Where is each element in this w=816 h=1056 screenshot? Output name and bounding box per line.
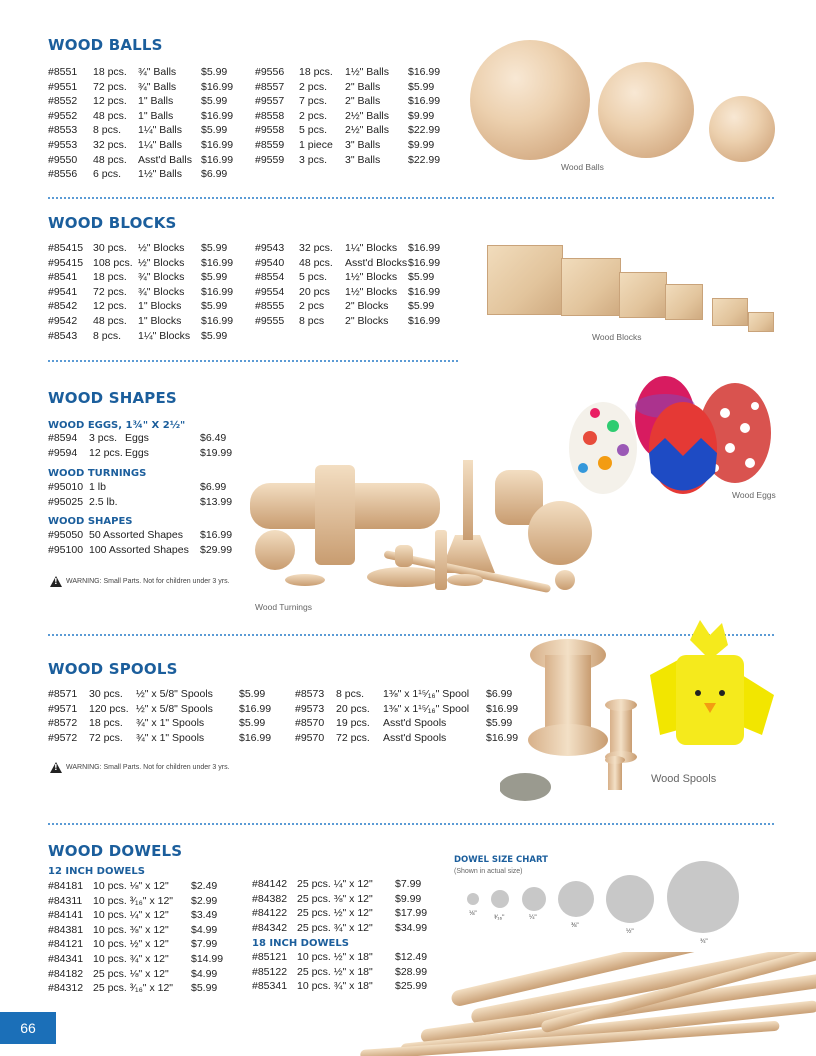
warning-icon [50,576,62,587]
table-cell: 108 pcs. [93,256,133,269]
table-cell: 6 pcs. [93,168,122,181]
divider [48,823,774,825]
table-cell: 3" Balls [345,138,381,151]
dowel-size-label: ⅜" [571,922,579,929]
table-cell: $16.99 [201,138,234,151]
table-cell: 20 pcs [299,285,330,298]
table-cell: #84182 [48,967,84,980]
table-cell: 1¼" Blocks [138,329,191,342]
table-cell: $2.99 [191,894,218,907]
table-cell: 1½" Blocks [345,285,398,298]
table-cell: #8551 [48,66,78,78]
table-cell: #8556 [48,168,78,181]
table-cell: 12 pcs. [93,300,127,313]
table-cell: 100 Assorted Shapes [89,543,189,556]
page-number: 66 [0,1012,56,1044]
table-cell: $16.99 [239,702,272,715]
dowel-size-label: ⅛" [469,910,477,917]
table-cell: ¾" x 1" Spools [136,717,205,730]
table-cell: Eggs [125,432,149,444]
table-cell: $5.99 [201,271,228,284]
table-cell: $9.99 [408,138,435,151]
table-cell: #9573 [295,702,325,715]
table-cell: $4.99 [191,923,218,936]
table-cell: $16.99 [201,153,234,166]
table-cell: 25 pcs. ⅛" x 12" [93,967,169,980]
wood-eggs-subtitle: WOOD EGGS, 1¾" X 2½" [48,420,186,431]
table-cell: #84341 [48,952,84,965]
table-cell: 25 pcs. ⅜" x 12" [297,892,373,905]
table-cell: 72 pcs. [93,80,127,93]
table-cell: 3 pcs. [299,153,328,166]
table-cell: $16.99 [408,66,441,78]
table-cell: $5.99 [486,717,513,730]
table-cell: Eggs [125,446,149,459]
table-cell: 10 pcs. ¼" x 12" [93,909,169,922]
table-cell: $3.49 [191,909,218,922]
table-cell: 25 pcs. ½" x 18" [297,965,373,978]
wood-spools-caption: Wood Spools [651,773,717,785]
dowel-size-circle [522,887,546,911]
wood-eggs-image [565,368,780,498]
table-cell: $13.99 [200,495,233,508]
table-cell: #84312 [48,982,84,995]
table-cell: $6.99 [201,168,228,181]
table-cell: 2" Blocks [345,314,389,327]
table-cell: #9570 [295,731,325,744]
table-cell: $29.99 [200,543,233,556]
table-cell: $9.99 [408,109,435,122]
table-cell: 2 pcs. [299,109,328,122]
wood-spools-image [500,615,775,805]
table-cell: 18 pcs. [93,66,127,78]
dowel-size-chart-subtitle: (Shown in actual size) [454,868,523,875]
dowel-size-label: ³⁄₁₆" [494,914,505,921]
dowel-size-label: ¼" [529,914,537,921]
table-cell: 120 pcs. [89,702,129,715]
table-cell: 1" Balls [138,95,174,108]
table-cell: 10 pcs. ¾" x 18" [297,980,373,993]
table-cell: 18 pcs. [93,271,127,284]
small-parts-warning: ! WARNING: Small Parts. Not for children under 3 yrs. [50,762,230,773]
table-cell: #8542 [48,300,78,313]
table-cell: 48 pcs. [299,256,333,269]
table-cell: #9541 [48,285,78,298]
table-cell: $17.99 [395,907,428,920]
table-cell: #8573 [295,688,325,700]
table-cell: 10 pcs. ½" x 18" [297,951,373,963]
table-cell: 25 pcs. ¼" x 12" [297,878,373,890]
table-cell: 48 pcs. [93,314,127,327]
wood-blocks-caption: Wood Blocks [592,332,642,342]
dowel-size-circle [667,861,739,933]
divider [48,360,458,362]
wood-turnings-image [245,455,605,605]
table-cell: 12 pcs. [93,95,127,108]
wood-shapes-title: WOOD SHAPES [48,389,177,407]
table-cell: #9553 [48,138,78,151]
table-cell: $16.99 [408,285,441,298]
table-cell: 1½" Balls [138,168,182,181]
table-cell: 5 pcs. [299,124,328,137]
table-cell: #8558 [255,109,285,122]
table-cell: $5.99 [408,271,435,284]
table-cell: #84382 [252,892,288,905]
table-cell: 2½" Balls [345,109,389,122]
table-cell: #9572 [48,731,78,744]
table-cell: 1½" Balls [345,66,389,78]
table-cell: $16.99 [408,256,441,269]
table-cell: #85341 [252,980,288,993]
table-cell: 2" Blocks [345,300,389,313]
table-cell: 1" Balls [138,109,174,122]
table-cell: #8543 [48,329,78,342]
table-cell: 18 pcs. [299,66,333,78]
table-cell: 3" Balls [345,153,381,166]
dowel-size-chart-title: DOWEL SIZE CHART [454,855,548,865]
table-cell: 1" Blocks [138,300,182,313]
table-cell: $5.99 [191,982,218,995]
table-cell: #95025 [48,495,84,508]
dowel-size-circle [606,875,654,923]
table-cell: 2½" Balls [345,124,389,137]
table-cell: 1¼" Blocks [345,242,398,254]
table-cell: $5.99 [201,300,228,313]
table-cell: #9542 [48,314,78,327]
table-cell: 20 pcs. [336,702,370,715]
table-cell: 25 pcs. ½" x 12" [297,907,373,920]
table-cell: $5.99 [201,95,228,108]
table-cell: $16.99 [200,529,233,541]
table-cell: #9543 [255,242,285,254]
table-cell: #95415 [48,256,84,269]
table-cell: #9552 [48,109,78,122]
table-cell: 10 pcs. ¾" x 12" [93,952,169,965]
table-cell: #8572 [48,717,78,730]
table-cell: #8554 [255,271,285,284]
wood-balls-title: WOOD BALLS [48,36,163,54]
table-cell: $5.99 [239,717,266,730]
table-cell: $16.99 [486,731,519,744]
table-cell: 25 pcs. ³⁄₁₆" x 12" [93,982,174,995]
table-cell: $16.99 [486,702,519,715]
table-cell: #9571 [48,702,78,715]
table-cell: ½" Blocks [138,242,185,254]
table-cell: $6.49 [200,432,227,444]
wood-spools-title: WOOD SPOOLS [48,660,178,678]
table-cell: #8541 [48,271,78,284]
table-cell: #84122 [252,907,288,920]
table-cell: #8559 [255,138,285,151]
table-cell: #85122 [252,965,288,978]
table-cell: 72 pcs. [93,285,127,298]
wood-dowels-image [300,952,816,1056]
table-cell: 8 pcs. [93,329,122,342]
table-cell: Asst'd Blocks [345,256,408,269]
table-cell: ¾" Balls [138,66,177,78]
table-cell: 1¼" Balls [138,124,182,137]
table-cell: 1½" Blocks [345,271,398,284]
table-cell: $5.99 [201,66,228,78]
table-cell: $4.99 [191,967,218,980]
wood-eggs-caption: Wood Eggs [732,490,776,500]
table-cell: Asst'd Spools [383,717,447,730]
dowel-size-label: ½" [626,928,634,935]
table-cell: $16.99 [201,314,234,327]
table-cell: 5 pcs. [299,271,328,284]
table-cell: #9559 [255,153,285,166]
table-cell: $22.99 [408,124,441,137]
table-cell: 8 pcs. [93,124,122,137]
table-cell: #9555 [255,314,285,327]
table-cell: $2.49 [191,880,218,892]
table-cell: ¾" Balls [138,80,177,93]
table-cell: #84142 [252,878,288,890]
dowels-12-inch-subtitle: 12 INCH DOWELS [48,866,145,877]
wood-dowels-title: WOOD DOWELS [48,842,183,860]
table-cell: $16.99 [239,731,272,744]
table-cell: #9540 [255,256,285,269]
table-cell: #95010 [48,481,84,493]
wood-blocks-title: WOOD BLOCKS [48,214,177,232]
table-cell: 1¼" Balls [138,138,182,151]
table-cell: #8555 [255,300,285,313]
table-cell: 1 lb [89,481,106,493]
table-cell: $5.99 [201,124,228,137]
table-cell: #84381 [48,923,84,936]
table-cell: 3 pcs. [89,432,118,444]
table-cell: 2 pcs [299,300,325,313]
wood-balls-caption: Wood Balls [561,162,604,172]
table-cell: 8 pcs. [336,688,365,700]
table-cell: #84141 [48,909,84,922]
table-cell: $25.99 [395,980,428,993]
table-cell: 12 pcs. [89,446,123,459]
table-cell: 2 pcs. [299,80,328,93]
table-cell: #8553 [48,124,78,137]
table-cell: ½" x 5/8" Spools [136,688,213,700]
table-cell: $5.99 [408,300,435,313]
table-cell: ¾" x 1" Spools [136,731,205,744]
table-cell: 10 pcs. ½" x 12" [93,938,169,951]
table-cell: 10 pcs. ³⁄₁₆" x 12" [93,894,174,907]
dowel-size-circle [491,890,509,908]
dowel-size-circle [467,893,479,905]
table-cell: 10 pcs. ⅜" x 12" [93,923,169,936]
table-cell: $28.99 [395,965,428,978]
table-cell: 19 pcs. [336,717,370,730]
table-cell: #9594 [48,446,78,459]
table-cell: $12.49 [395,951,428,963]
table-cell: #8570 [295,717,325,730]
table-cell: ¾" Blocks [138,285,185,298]
small-parts-warning: ! WARNING: Small Parts. Not for children under 3 yrs. [50,576,230,587]
table-cell: 32 pcs. [93,138,127,151]
divider [48,197,774,199]
table-cell: $34.99 [395,921,428,934]
wood-turnings-subtitle: WOOD TURNINGS [48,468,147,479]
table-cell: $16.99 [408,314,441,327]
table-cell: 32 pcs. [299,242,333,254]
table-cell: $16.99 [201,285,234,298]
table-cell: Asst'd Spools [383,731,447,744]
table-cell: ½" x 5/8" Spools [136,702,213,715]
table-cell: $6.99 [200,481,227,493]
table-cell: #95100 [48,543,84,556]
table-cell: #84121 [48,938,84,951]
table-cell: 1⅜" x 1¹⁵⁄₁₆" Spool [383,688,470,700]
table-cell: 50 Assorted Shapes [89,529,183,541]
table-cell: $9.99 [395,892,422,905]
table-cell: #84342 [252,921,288,934]
table-cell: #85415 [48,242,84,254]
table-cell: $19.99 [200,446,233,459]
table-cell: #9550 [48,153,78,166]
table-cell: #84311 [48,894,83,907]
wood-turnings-caption: Wood Turnings [255,602,313,612]
wood-shapes-subtitle: WOOD SHAPES [48,516,133,527]
table-cell: 18 pcs. [89,717,123,730]
table-cell: 2.5 lb. [89,495,118,508]
table-cell: 25 pcs. ¾" x 12" [297,921,373,934]
table-cell: Asst'd Balls [138,153,192,166]
table-cell: $16.99 [408,95,441,108]
table-cell: 1⅜" x 1¹⁵⁄₁₆" Spool [383,702,470,715]
dowel-size-circle [558,881,594,917]
table-cell: #85121 [252,951,288,963]
table-cell: 30 pcs. [93,242,127,254]
table-cell: 72 pcs. [89,731,123,744]
table-cell: $5.99 [408,80,435,93]
table-cell: 1" Blocks [138,314,182,327]
table-cell: 1 piece [299,138,333,151]
table-cell: 2" Balls [345,95,381,108]
table-cell: #8571 [48,688,78,700]
table-cell: $5.99 [201,329,228,342]
table-cell: #8557 [255,80,285,93]
table-cell: $22.99 [408,153,441,166]
table-cell: 48 pcs. [93,109,127,122]
table-cell: #9557 [255,95,285,108]
table-cell: 8 pcs [299,314,325,327]
table-cell: #95050 [48,529,84,541]
table-cell: $6.99 [486,688,513,700]
table-cell: ¾" Blocks [138,271,185,284]
table-cell: #9558 [255,124,285,137]
table-cell: 2" Balls [345,80,381,93]
table-cell: #9554 [255,285,285,298]
table-cell: $16.99 [201,80,234,93]
table-cell: #9551 [48,80,78,93]
table-cell: $16.99 [408,242,441,254]
table-cell: 48 pcs. [93,153,127,166]
table-cell: $16.99 [201,256,234,269]
dowels-18-inch-subtitle: 18 INCH DOWELS [252,938,349,949]
table-cell: $14.99 [191,952,224,965]
table-cell: $7.99 [191,938,218,951]
table-cell: 10 pcs. ⅛" x 12" [93,880,169,892]
dowel-size-label: ¾" [700,938,708,945]
table-cell: #84181 [48,880,84,892]
table-cell: $7.99 [395,878,422,890]
table-cell: #8552 [48,95,78,108]
table-cell: $5.99 [201,242,228,254]
warning-icon [50,762,62,773]
table-cell: ½" Blocks [138,256,185,269]
table-cell: 30 pcs. [89,688,123,700]
table-cell: $5.99 [239,688,266,700]
table-cell: #9556 [255,66,285,78]
table-cell: 72 pcs. [336,731,370,744]
table-cell: 7 pcs. [299,95,328,108]
table-cell: $16.99 [201,109,234,122]
table-cell: #8594 [48,432,78,444]
